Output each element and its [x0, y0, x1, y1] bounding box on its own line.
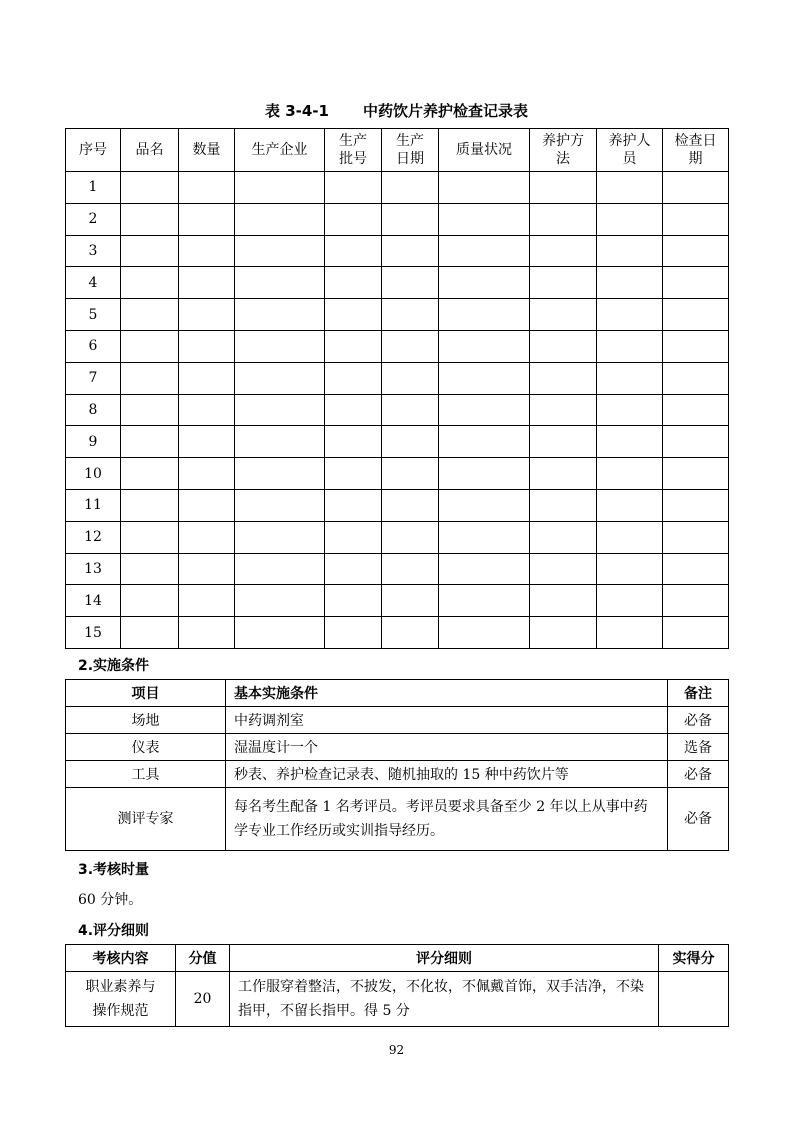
- header-name: 品名: [121, 129, 179, 172]
- table-row: [66, 972, 729, 1027]
- record-cell: [597, 585, 663, 617]
- record-cell: [179, 235, 235, 267]
- record-cell: [439, 330, 530, 362]
- conditions-note: 选备: [668, 734, 729, 761]
- record-cell: [179, 330, 235, 362]
- record-cell: [382, 235, 439, 267]
- record-cell: [121, 172, 179, 204]
- record-cell: [439, 553, 530, 585]
- section-heading-conditions: 2.实施条件: [78, 658, 150, 674]
- record-cell: [121, 267, 179, 299]
- conditions-condition: 每名考生配备 1 名考评员。考评员要求具备至少 2 年以上从事中药学专业工作经历或实训指导经历。: [226, 788, 668, 851]
- table-row: [66, 788, 729, 851]
- record-cell: [179, 426, 235, 458]
- table-row: [66, 707, 729, 734]
- section-heading-scoring: 4.评分细则: [78, 923, 150, 939]
- record-cell: [663, 299, 729, 331]
- record-cell: [235, 489, 325, 521]
- header-quantity: 数量: [179, 129, 235, 172]
- record-cell: [663, 330, 729, 362]
- conditions-condition: 湿温度计一个: [226, 734, 668, 761]
- record-cell: [382, 362, 439, 394]
- record-cell: [121, 617, 179, 649]
- record-cell: [235, 299, 325, 331]
- record-cell: [597, 267, 663, 299]
- record-cell: [179, 521, 235, 553]
- record-cell: [663, 172, 729, 204]
- record-cell: [179, 489, 235, 521]
- record-cell: [439, 203, 530, 235]
- record-cell: [597, 521, 663, 553]
- record-header-row: [66, 129, 729, 172]
- conditions-table: [65, 679, 729, 851]
- conditions-header-note: 备注: [668, 680, 729, 707]
- record-cell: [597, 394, 663, 426]
- table-row: [66, 235, 729, 267]
- record-cell: [597, 172, 663, 204]
- record-cell: [382, 394, 439, 426]
- record-seq: 14: [66, 585, 121, 617]
- table-row: [66, 617, 729, 649]
- record-cell: [597, 426, 663, 458]
- record-cell: [179, 458, 235, 490]
- record-cell: [179, 203, 235, 235]
- record-cell: [530, 585, 597, 617]
- record-cell: [325, 617, 382, 649]
- record-cell: [663, 553, 729, 585]
- scoring-header-row: [66, 945, 729, 972]
- page-number: 92: [388, 1043, 405, 1057]
- record-cell: [597, 617, 663, 649]
- record-seq: 1: [66, 172, 121, 204]
- record-cell: [663, 585, 729, 617]
- record-cell: [382, 299, 439, 331]
- record-cell: [235, 458, 325, 490]
- record-seq: 5: [66, 299, 121, 331]
- header-check-date: 检查日 期: [663, 129, 729, 172]
- record-cell: [597, 458, 663, 490]
- conditions-item: 工具: [66, 761, 226, 788]
- scoring-header-points: 分值: [176, 945, 230, 972]
- record-cell: [439, 585, 530, 617]
- record-cell: [325, 203, 382, 235]
- record-cell: [325, 267, 382, 299]
- conditions-note: 必备: [668, 788, 729, 851]
- record-seq: 8: [66, 394, 121, 426]
- record-cell: [530, 553, 597, 585]
- header-production-date: 生产 日期: [382, 129, 439, 172]
- table-name: 中药饮片养护检查记录表: [362, 102, 528, 120]
- record-seq: 11: [66, 489, 121, 521]
- table-row: [66, 734, 729, 761]
- record-cell: [179, 617, 235, 649]
- record-cell: [325, 394, 382, 426]
- record-seq: 6: [66, 330, 121, 362]
- record-cell: [439, 267, 530, 299]
- scoring-actual-score: [659, 972, 729, 1027]
- record-seq: 13: [66, 553, 121, 585]
- record-cell: [530, 299, 597, 331]
- header-batch: 生产 批号: [325, 129, 382, 172]
- record-cell: [439, 426, 530, 458]
- record-cell: [439, 521, 530, 553]
- scoring-content: 职业素养与操作规范: [66, 972, 176, 1027]
- record-cell: [121, 553, 179, 585]
- table-row: [66, 299, 729, 331]
- record-cell: [121, 394, 179, 426]
- record-cell: [439, 299, 530, 331]
- record-cell: [663, 521, 729, 553]
- record-cell: [179, 267, 235, 299]
- conditions-header-row: [66, 680, 729, 707]
- record-cell: [325, 172, 382, 204]
- record-seq: 15: [66, 617, 121, 649]
- record-cell: [325, 330, 382, 362]
- table-row: [66, 394, 729, 426]
- record-cell: [325, 362, 382, 394]
- record-cell: [663, 203, 729, 235]
- record-cell: [121, 521, 179, 553]
- record-seq: 12: [66, 521, 121, 553]
- record-cell: [597, 330, 663, 362]
- record-cell: [235, 362, 325, 394]
- record-cell: [179, 585, 235, 617]
- record-cell: [179, 553, 235, 585]
- table-row: [66, 172, 729, 204]
- record-cell: [597, 203, 663, 235]
- section-heading-time: 3.考核时量: [78, 862, 150, 878]
- record-cell: [382, 426, 439, 458]
- maintenance-record-table: [65, 128, 729, 649]
- scoring-header-content: 考核内容: [66, 945, 176, 972]
- table-row: [66, 553, 729, 585]
- table-row: [66, 267, 729, 299]
- record-seq: 10: [66, 458, 121, 490]
- record-cell: [382, 489, 439, 521]
- table-number: 表 3-4-1: [264, 102, 329, 120]
- record-cell: [382, 458, 439, 490]
- record-cell: [439, 172, 530, 204]
- scoring-table: [65, 944, 729, 1027]
- record-cell: [235, 521, 325, 553]
- record-cell: [663, 426, 729, 458]
- record-cell: [663, 458, 729, 490]
- record-cell: [121, 585, 179, 617]
- record-cell: [325, 426, 382, 458]
- record-cell: [530, 235, 597, 267]
- record-cell: [530, 489, 597, 521]
- table-row: [66, 426, 729, 458]
- record-cell: [530, 267, 597, 299]
- record-cell: [382, 203, 439, 235]
- record-cell: [325, 553, 382, 585]
- record-cell: [325, 458, 382, 490]
- record-cell: [325, 489, 382, 521]
- header-staff: 养护人 员: [597, 129, 663, 172]
- header-method: 养护方 法: [530, 129, 597, 172]
- record-cell: [235, 585, 325, 617]
- record-cell: [530, 426, 597, 458]
- record-cell: [382, 553, 439, 585]
- record-cell: [235, 426, 325, 458]
- conditions-condition: 秒表、养护检查记录表、随机抽取的 15 种中药饮片等: [226, 761, 668, 788]
- conditions-item: 场地: [66, 707, 226, 734]
- exam-duration-text: 60 分钟。: [78, 892, 143, 908]
- record-cell: [439, 617, 530, 649]
- record-cell: [121, 489, 179, 521]
- record-cell: [663, 617, 729, 649]
- header-seq: 序号: [66, 129, 121, 172]
- record-cell: [663, 362, 729, 394]
- record-cell: [597, 489, 663, 521]
- conditions-item: 仪表: [66, 734, 226, 761]
- record-cell: [663, 394, 729, 426]
- record-cell: [179, 299, 235, 331]
- record-cell: [663, 235, 729, 267]
- record-cell: [121, 299, 179, 331]
- record-cell: [597, 235, 663, 267]
- record-cell: [382, 267, 439, 299]
- conditions-header-condition: 基本实施条件: [226, 680, 668, 707]
- record-cell: [439, 458, 530, 490]
- record-cell: [121, 426, 179, 458]
- record-seq: 3: [66, 235, 121, 267]
- conditions-condition: 中药调剂室: [226, 707, 668, 734]
- record-cell: [235, 553, 325, 585]
- record-seq: 4: [66, 267, 121, 299]
- record-cell: [235, 203, 325, 235]
- record-cell: [663, 489, 729, 521]
- record-cell: [530, 203, 597, 235]
- record-cell: [439, 489, 530, 521]
- record-cell: [439, 394, 530, 426]
- record-cell: [235, 617, 325, 649]
- table-title: [0, 100, 793, 121]
- record-cell: [530, 458, 597, 490]
- scoring-rule: 工作服穿着整洁，不披发，不化妆，不佩戴首饰，双手洁净，不染指甲，不留长指甲。得 5 分: [230, 972, 659, 1027]
- scoring-header-rule: 评分细则: [230, 945, 659, 972]
- record-cell: [382, 585, 439, 617]
- record-cell: [179, 172, 235, 204]
- record-cell: [530, 330, 597, 362]
- record-cell: [530, 172, 597, 204]
- record-seq: 2: [66, 203, 121, 235]
- conditions-note: 必备: [668, 761, 729, 788]
- record-cell: [530, 617, 597, 649]
- table-row: [66, 458, 729, 490]
- header-quality: 质量状况: [439, 129, 530, 172]
- record-cell: [597, 299, 663, 331]
- scoring-points: 20: [176, 972, 230, 1027]
- table-row: [66, 362, 729, 394]
- scoring-header-score: 实得分: [659, 945, 729, 972]
- record-cell: [179, 394, 235, 426]
- table-row: [66, 489, 729, 521]
- record-cell: [325, 521, 382, 553]
- record-cell: [439, 362, 530, 394]
- record-cell: [382, 617, 439, 649]
- record-cell: [325, 299, 382, 331]
- table-row: [66, 203, 729, 235]
- record-cell: [235, 394, 325, 426]
- record-cell: [235, 172, 325, 204]
- table-row: [66, 585, 729, 617]
- table-row: [66, 521, 729, 553]
- record-cell: [235, 267, 325, 299]
- record-seq: 7: [66, 362, 121, 394]
- table-row: [66, 330, 729, 362]
- record-cell: [530, 394, 597, 426]
- record-cell: [382, 521, 439, 553]
- record-cell: [121, 362, 179, 394]
- record-cell: [530, 521, 597, 553]
- record-cell: [382, 330, 439, 362]
- record-cell: [325, 585, 382, 617]
- record-seq: 9: [66, 426, 121, 458]
- conditions-item: 测评专家: [66, 788, 226, 851]
- record-cell: [325, 235, 382, 267]
- record-cell: [121, 235, 179, 267]
- table-row: [66, 761, 729, 788]
- record-cell: [439, 235, 530, 267]
- conditions-note: 必备: [668, 707, 729, 734]
- record-cell: [121, 203, 179, 235]
- record-cell: [235, 235, 325, 267]
- header-manufacturer: 生产企业: [235, 129, 325, 172]
- record-cell: [179, 362, 235, 394]
- record-cell: [235, 330, 325, 362]
- record-cell: [663, 267, 729, 299]
- record-cell: [121, 458, 179, 490]
- record-cell: [597, 553, 663, 585]
- record-cell: [597, 362, 663, 394]
- record-cell: [530, 362, 597, 394]
- record-cell: [121, 330, 179, 362]
- conditions-header-item: 项目: [66, 680, 226, 707]
- record-cell: [382, 172, 439, 204]
